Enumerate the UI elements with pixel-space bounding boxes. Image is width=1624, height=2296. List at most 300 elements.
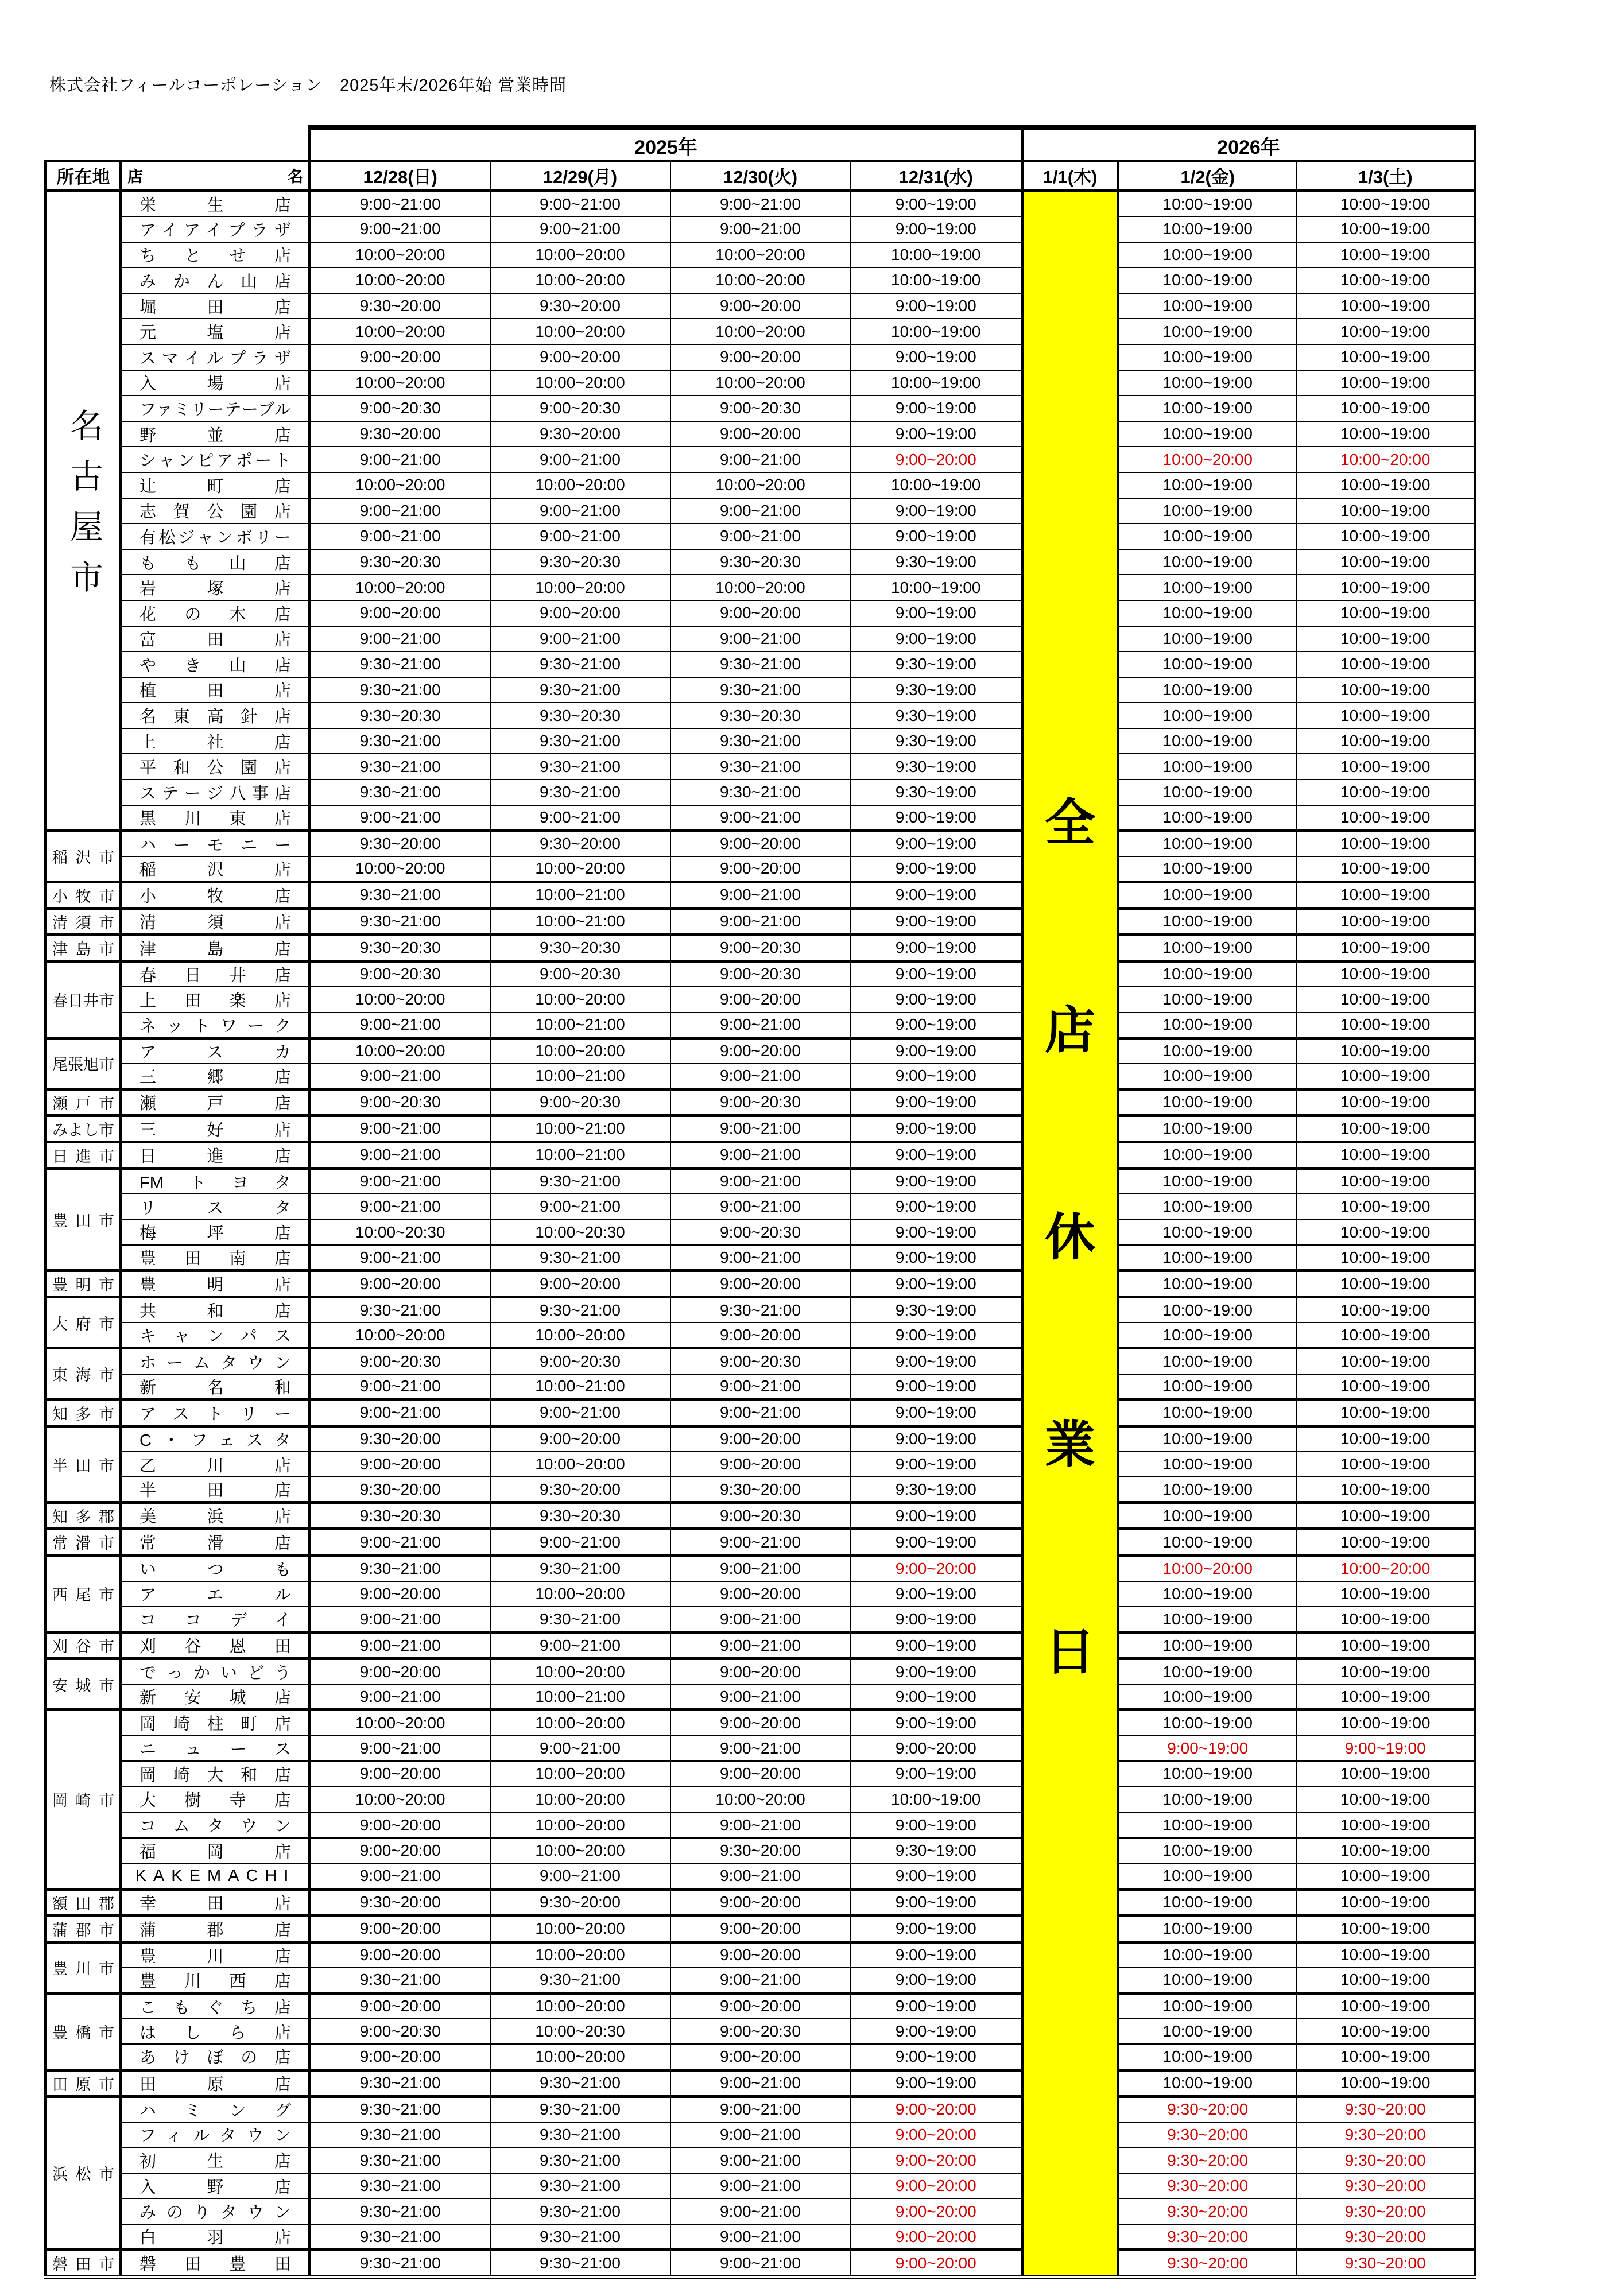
time-cell: 9:00~20:00: [851, 447, 1022, 472]
time-cell: 10:00~19:00: [1118, 549, 1297, 575]
store-name-cell: 豊明店: [121, 1271, 310, 1297]
closed-notice-text: [1024, 203, 1116, 2264]
store-name-cell: 田原店: [121, 2070, 310, 2096]
time-cell: 10:00~20:00: [490, 1787, 670, 1813]
time-cell: 9:30~20:30: [490, 549, 670, 575]
time-cell: 10:00~19:00: [1297, 421, 1475, 447]
time-cell: 10:00~20:00: [310, 319, 490, 344]
store-name-cell: シャンピアポート: [121, 447, 310, 472]
time-cell: 9:00~19:00: [851, 1038, 1022, 1064]
time-cell: 9:00~21:00: [670, 882, 851, 908]
time-cell: 9:30~20:30: [310, 1503, 490, 1529]
time-cell: 9:00~19:00: [851, 1194, 1022, 1220]
time-cell: 10:00~19:00: [1297, 2019, 1475, 2045]
time-cell: 10:00~19:00: [1118, 1812, 1297, 1838]
time-cell: 9:00~21:00: [490, 523, 670, 549]
time-cell: 9:30~21:00: [310, 1556, 490, 1581]
time-cell: 10:00~19:00: [1297, 575, 1475, 600]
store-row: [46, 754, 1475, 779]
time-cell: 9:00~21:00: [490, 1399, 670, 1426]
time-cell: 9:00~20:00: [851, 2224, 1022, 2250]
store-name-cell: 植田店: [121, 677, 310, 703]
store-name-cell: 岩塚店: [121, 575, 310, 600]
time-cell: 10:00~19:00: [1118, 987, 1297, 1013]
store-name-cell: やき山店: [121, 651, 310, 677]
store-row: [46, 1064, 1475, 1089]
time-cell: 10:00~19:00: [1297, 1168, 1475, 1194]
location-cell: 常滑市: [46, 1529, 121, 1556]
store-row: [46, 1812, 1475, 1838]
time-cell: 10:00~19:00: [1297, 1684, 1475, 1710]
time-cell: 10:00~19:00: [1297, 370, 1475, 396]
time-cell: 9:00~19:00: [851, 805, 1022, 831]
year-header-row: [46, 128, 1475, 161]
store-row: [46, 1297, 1475, 1323]
time-cell: 10:00~19:00: [1297, 1787, 1475, 1813]
time-cell: 10:00~19:00: [1297, 1374, 1475, 1400]
time-cell: 10:00~20:00: [670, 575, 851, 600]
time-cell: 10:00~19:00: [1297, 754, 1475, 779]
store-row: [46, 908, 1475, 934]
time-cell: 9:30~20:00: [490, 1889, 670, 1915]
store-name-cell: 新名和: [121, 1374, 310, 1400]
location-cell: [46, 191, 121, 831]
time-cell: 10:00~19:00: [1118, 370, 1297, 396]
time-cell: 9:30~21:00: [310, 2198, 490, 2224]
store-name-cell: 瀬戸店: [121, 1089, 310, 1115]
time-cell: 9:00~19:00: [851, 1710, 1022, 1736]
time-cell: 9:00~21:00: [490, 191, 670, 216]
time-cell: 10:00~20:00: [490, 1915, 670, 1942]
store-name-cell: C・フェスタ: [121, 1426, 310, 1452]
time-cell: 9:00~21:00: [670, 1556, 851, 1581]
closed-notice-char: 店: [1044, 1002, 1095, 1059]
time-cell: 9:30~20:00: [310, 831, 490, 856]
time-cell: 9:30~21:00: [310, 779, 490, 805]
time-cell: 10:00~19:00: [1118, 1659, 1297, 1685]
store-name-cell: 新安城店: [121, 1684, 310, 1710]
store-row: [46, 703, 1475, 728]
time-cell: 10:00~19:00: [1118, 1064, 1297, 1089]
store-name-cell: 豊田南店: [121, 1245, 310, 1271]
time-cell: 10:00~19:00: [851, 242, 1022, 268]
location-cell: 東海市: [46, 1348, 121, 1399]
page-title: 株式会社フィールコーポレーション 2025年末/2026年始 営業時間: [49, 76, 567, 95]
time-cell: 9:00~21:00: [490, 626, 670, 652]
time-cell: 9:00~19:00: [851, 1529, 1022, 1556]
time-cell: 9:00~20:00: [670, 600, 851, 626]
time-cell: 10:00~19:00: [1118, 1194, 1297, 1220]
time-cell: 10:00~19:00: [1297, 987, 1475, 1013]
time-cell: 10:00~19:00: [1118, 2044, 1297, 2070]
time-cell: 10:00~20:00: [310, 242, 490, 268]
store-name-cell: 志賀公園店: [121, 498, 310, 524]
time-cell: 10:00~19:00: [1118, 267, 1297, 293]
time-cell: 9:00~21:00: [670, 1968, 851, 1994]
time-cell: 9:00~21:00: [490, 805, 670, 831]
time-cell: 9:00~19:00: [851, 1607, 1022, 1632]
time-cell: 9:00~19:00: [851, 1220, 1022, 1246]
time-cell: 9:00~21:00: [310, 1632, 490, 1659]
location-cell: 津島市: [46, 934, 121, 961]
time-cell: 10:00~19:00: [1118, 600, 1297, 626]
time-cell: 10:00~20:30: [490, 2019, 670, 2045]
store-name-cell: 白羽店: [121, 2224, 310, 2250]
time-cell: 9:00~20:00: [310, 1812, 490, 1838]
location-cell: 日進市: [46, 1142, 121, 1168]
store-name-cell: 黒川東店: [121, 805, 310, 831]
time-cell: 9:30~21:00: [490, 754, 670, 779]
time-cell: 10:00~19:00: [1297, 677, 1475, 703]
time-cell: 9:00~21:00: [490, 216, 670, 242]
time-cell: 9:00~19:00: [851, 1271, 1022, 1297]
time-cell: 10:00~19:00: [1118, 1838, 1297, 1864]
time-cell: 9:00~20:00: [670, 1942, 851, 1968]
time-cell: 9:00~21:00: [310, 1863, 490, 1889]
time-cell: 9:00~20:00: [851, 1736, 1022, 1762]
time-cell: 10:00~19:00: [1118, 2070, 1297, 2096]
time-cell: 9:00~19:00: [851, 1863, 1022, 1889]
time-cell: 9:00~20:00: [670, 1426, 851, 1452]
store-row: [46, 1581, 1475, 1607]
time-cell: 9:30~21:00: [490, 1556, 670, 1581]
time-cell: 9:00~19:00: [851, 421, 1022, 447]
time-cell: 10:00~19:00: [1118, 1632, 1297, 1659]
time-cell: 9:00~19:00: [851, 1684, 1022, 1710]
time-cell: 10:00~19:00: [1297, 961, 1475, 987]
time-cell: 9:00~19:00: [851, 1013, 1022, 1038]
time-cell: 9:00~21:00: [490, 1194, 670, 1220]
time-cell: 9:30~20:30: [670, 549, 851, 575]
store-name-cell: ココデイ: [121, 1607, 310, 1632]
time-cell: 10:00~20:00: [490, 2044, 670, 2070]
store-row: [46, 1915, 1475, 1942]
store-row: [46, 831, 1475, 856]
hours-table-wrap: [44, 125, 1476, 2279]
time-cell: 10:00~19:00: [1297, 267, 1475, 293]
time-cell: 10:00~19:00: [1118, 498, 1297, 524]
time-cell: 10:00~19:00: [1297, 1220, 1475, 1246]
time-cell: 9:00~20:00: [670, 1452, 851, 1477]
time-cell: 9:00~19:00: [851, 1942, 1022, 1968]
store-name-cell: 栄生店: [121, 191, 310, 216]
location-cell: 岡崎市: [46, 1710, 121, 1889]
time-cell: 9:00~21:00: [670, 2070, 851, 2096]
time-cell: 10:00~19:00: [1118, 1426, 1297, 1452]
time-cell: 9:30~19:00: [851, 651, 1022, 677]
store-name-cell: もも山店: [121, 549, 310, 575]
time-cell: 10:00~19:00: [1118, 1889, 1297, 1915]
time-cell: 10:00~19:00: [1297, 728, 1475, 754]
time-cell: 9:30~20:30: [490, 1503, 670, 1529]
store-name-cell: 常滑店: [121, 1529, 310, 1556]
time-cell: 9:00~19:00: [851, 523, 1022, 549]
store-row: [46, 2173, 1475, 2199]
time-cell: 10:00~19:00: [1118, 1710, 1297, 1736]
time-cell: 9:00~21:00: [670, 1812, 851, 1838]
time-cell: 9:00~21:00: [310, 1529, 490, 1556]
time-cell: 10:00~19:00: [1297, 1064, 1475, 1089]
store-row: [46, 1993, 1475, 2019]
time-cell: 9:30~20:00: [490, 1477, 670, 1503]
store-row: [46, 1322, 1475, 1348]
store-name-cell: リスタ: [121, 1194, 310, 1220]
location-cell: 田原市: [46, 2070, 121, 2096]
time-cell: 9:00~21:00: [490, 447, 670, 472]
time-cell: 9:00~21:00: [670, 1736, 851, 1762]
time-cell: 9:00~20:30: [310, 395, 490, 421]
time-cell: 10:00~20:00: [670, 1787, 851, 1813]
time-cell: 10:00~20:00: [490, 370, 670, 396]
time-cell: 10:00~20:00: [670, 242, 851, 268]
time-cell: 9:00~20:00: [310, 1581, 490, 1607]
store-name-cell: ハーモニー: [121, 831, 310, 856]
time-cell: 9:00~20:00: [310, 1659, 490, 1685]
date-column-header: 1/3(土): [1297, 161, 1475, 191]
location-cell: 稲沢市: [46, 831, 121, 882]
time-cell: 9:30~21:00: [490, 1968, 670, 1994]
store-name-cell: いつも: [121, 1556, 310, 1581]
hours-table: [44, 125, 1476, 2279]
time-cell: 9:00~20:00: [310, 600, 490, 626]
time-cell: 9:00~19:00: [851, 961, 1022, 987]
time-cell: 9:00~19:00: [851, 344, 1022, 370]
time-cell: 10:00~21:00: [490, 882, 670, 908]
store-name-cell: 幸田店: [121, 1889, 310, 1915]
location-cell: 大府市: [46, 1297, 121, 1348]
store-name-cell: 花の木店: [121, 600, 310, 626]
store-row: [46, 395, 1475, 421]
store-name-cell: 岡崎柱町店: [121, 1710, 310, 1736]
store-row: [46, 447, 1475, 472]
store-row: [46, 2250, 1475, 2278]
time-cell: 9:00~20:30: [670, 1503, 851, 1529]
time-cell: 10:00~19:00: [1118, 1297, 1297, 1323]
time-cell: 10:00~19:00: [1118, 1581, 1297, 1607]
store-name-cell: ホームタウン: [121, 1348, 310, 1374]
time-cell: 9:30~21:00: [490, 651, 670, 677]
store-name-cell: 上田楽店: [121, 987, 310, 1013]
date-column-header: 12/31(水): [851, 161, 1022, 191]
time-cell: 9:30~20:00: [1118, 2096, 1297, 2122]
time-cell: 9:30~20:00: [1297, 2173, 1475, 2199]
time-cell: 10:00~19:00: [1118, 626, 1297, 652]
store-name-cell: 入野店: [121, 2173, 310, 2199]
time-cell: 9:30~20:00: [1297, 2147, 1475, 2173]
store-row: [46, 856, 1475, 882]
time-cell: 9:00~21:00: [670, 1607, 851, 1632]
time-cell: 9:00~21:00: [670, 1194, 851, 1220]
time-cell: 10:00~19:00: [1297, 1812, 1475, 1838]
time-cell: 9:00~19:00: [851, 1245, 1022, 1271]
store-name-cell: 小牧店: [121, 882, 310, 908]
time-cell: 9:00~21:00: [310, 1399, 490, 1426]
store-row: [46, 575, 1475, 600]
store-name-cell: みかん山店: [121, 267, 310, 293]
time-cell: 9:00~21:00: [490, 1736, 670, 1762]
time-cell: 10:00~20:00: [310, 856, 490, 882]
column-header-row: [46, 161, 1475, 191]
closed-notice-char: 全: [1044, 794, 1095, 852]
location-cell: 蒲郡市: [46, 1915, 121, 1942]
time-cell: 9:00~20:30: [670, 2019, 851, 2045]
time-cell: 9:00~19:00: [851, 1399, 1022, 1426]
store-row: [46, 1761, 1475, 1787]
time-cell: 9:30~20:00: [1118, 2250, 1297, 2278]
time-cell: 9:30~19:00: [851, 1477, 1022, 1503]
time-cell: 10:00~19:00: [1297, 1271, 1475, 1297]
time-cell: 10:00~19:00: [1118, 1607, 1297, 1632]
time-cell: 9:00~19:00: [851, 2044, 1022, 2070]
time-cell: 9:00~20:00: [490, 344, 670, 370]
location-cell: 磐田市: [46, 2250, 121, 2278]
store-row: [46, 1477, 1475, 1503]
time-cell: 9:00~19:00: [851, 1142, 1022, 1168]
time-cell: 10:00~19:00: [1118, 1942, 1297, 1968]
time-cell: 9:00~21:00: [670, 2096, 851, 2122]
store-name-cell: 豊川店: [121, 1942, 310, 1968]
time-cell: 10:00~19:00: [1118, 319, 1297, 344]
store-row: [46, 1115, 1475, 1142]
time-cell: 10:00~19:00: [1118, 216, 1297, 242]
time-cell: 10:00~20:00: [1297, 1556, 1475, 1581]
time-cell: 9:00~21:00: [670, 1142, 851, 1168]
store-row: [46, 882, 1475, 908]
time-cell: 10:00~19:00: [1297, 1942, 1475, 1968]
time-cell: 10:00~19:00: [1297, 805, 1475, 831]
store-name-cell: KAKEMACHI: [121, 1863, 310, 1889]
time-cell: 9:00~20:00: [490, 1271, 670, 1297]
time-cell: 10:00~19:00: [1297, 1348, 1475, 1374]
store-row: [46, 319, 1475, 344]
time-cell: 10:00~19:00: [1297, 549, 1475, 575]
time-cell: 9:00~19:00: [851, 1993, 1022, 2019]
time-cell: 10:00~20:00: [490, 1581, 670, 1607]
store-name-cell: アストリー: [121, 1399, 310, 1426]
time-cell: 10:00~21:00: [490, 1684, 670, 1710]
time-cell: 9:00~20:30: [670, 1220, 851, 1246]
time-cell: 9:00~19:00: [851, 293, 1022, 319]
store-column-header: 店名: [121, 161, 310, 191]
store-name-cell: 野並店: [121, 421, 310, 447]
time-cell: 10:00~19:00: [1297, 600, 1475, 626]
time-cell: 10:00~19:00: [1118, 575, 1297, 600]
store-name-cell: 半田店: [121, 1477, 310, 1503]
time-cell: 9:00~21:00: [310, 1684, 490, 1710]
time-cell: 9:00~20:00: [670, 293, 851, 319]
store-row: [46, 1245, 1475, 1271]
time-cell: 9:30~21:00: [490, 1607, 670, 1632]
time-cell: 9:00~21:00: [310, 1115, 490, 1142]
time-cell: 10:00~19:00: [1297, 216, 1475, 242]
time-cell: 10:00~19:00: [1297, 1503, 1475, 1529]
time-cell: 9:00~21:00: [310, 1013, 490, 1038]
time-cell: 10:00~19:00: [1118, 703, 1297, 728]
time-cell: 9:00~19:00: [851, 1115, 1022, 1142]
time-cell: 9:30~20:00: [1297, 2224, 1475, 2250]
time-cell: 10:00~20:00: [490, 1942, 670, 1968]
time-cell: 9:30~21:00: [490, 728, 670, 754]
time-cell: 9:00~21:00: [670, 1168, 851, 1194]
closed-notice-char: 日: [1044, 1623, 1095, 1681]
store-name-cell: ハミング: [121, 2096, 310, 2122]
time-cell: 10:00~19:00: [1118, 1168, 1297, 1194]
time-cell: 10:00~20:00: [1118, 447, 1297, 472]
time-cell: 10:00~19:00: [1118, 523, 1297, 549]
time-cell: 9:00~19:00: [851, 1064, 1022, 1089]
time-cell: 10:00~19:00: [1118, 1399, 1297, 1426]
store-row: [46, 421, 1475, 447]
time-cell: 10:00~19:00: [1297, 1607, 1475, 1632]
store-name-cell: あけぼの店: [121, 2044, 310, 2070]
location-cell: 半田市: [46, 1426, 121, 1503]
location-cell: 安城市: [46, 1659, 121, 1710]
time-cell: 10:00~20:00: [490, 1710, 670, 1736]
time-cell: 10:00~20:00: [310, 1038, 490, 1064]
time-cell: 10:00~19:00: [1297, 242, 1475, 268]
time-cell: 10:00~20:00: [310, 575, 490, 600]
time-cell: 10:00~19:00: [1118, 421, 1297, 447]
time-cell: 9:30~20:00: [1118, 2122, 1297, 2148]
time-cell: 10:00~19:00: [1118, 1915, 1297, 1942]
time-cell: 9:30~20:00: [1297, 2250, 1475, 2278]
store-name-cell: 日進店: [121, 1142, 310, 1168]
time-cell: 10:00~19:00: [1297, 1838, 1475, 1864]
time-cell: 9:00~19:00: [851, 856, 1022, 882]
location-cell: 知多市: [46, 1399, 121, 1426]
store-name-cell: コムタウン: [121, 1812, 310, 1838]
time-cell: 10:00~20:00: [490, 1322, 670, 1348]
time-cell: 10:00~19:00: [1118, 191, 1297, 216]
time-cell: 10:00~19:00: [1118, 728, 1297, 754]
time-cell: 10:00~21:00: [490, 908, 670, 934]
store-row: [46, 1889, 1475, 1915]
time-cell: 10:00~19:00: [1118, 1452, 1297, 1477]
store-name-cell: 磐田豊田: [121, 2250, 310, 2278]
time-cell: 10:00~19:00: [1297, 1761, 1475, 1787]
store-name-cell: 三好店: [121, 1115, 310, 1142]
store-row: [46, 191, 1475, 216]
time-cell: 10:00~19:00: [1118, 754, 1297, 779]
location-cell: みよし市: [46, 1115, 121, 1142]
time-cell: 10:00~19:00: [1118, 472, 1297, 498]
time-cell: 9:30~21:00: [310, 1968, 490, 1994]
time-cell: 9:30~19:00: [851, 1297, 1022, 1323]
time-cell: 9:00~20:00: [670, 1761, 851, 1787]
time-cell: 9:30~21:00: [670, 1297, 851, 1323]
time-cell: 10:00~20:00: [490, 987, 670, 1013]
store-name-cell: FMトヨタ: [121, 1168, 310, 1194]
time-cell: 10:00~21:00: [490, 1013, 670, 1038]
store-name-cell: 乙川店: [121, 1452, 310, 1477]
time-cell: 10:00~20:00: [490, 1838, 670, 1864]
time-cell: 10:00~19:00: [1297, 1089, 1475, 1115]
time-cell: 10:00~19:00: [1118, 2019, 1297, 2045]
time-cell: 9:00~21:00: [670, 1115, 851, 1142]
time-cell: 9:00~20:00: [310, 344, 490, 370]
time-cell: 10:00~19:00: [1118, 1684, 1297, 1710]
time-cell: 10:00~20:30: [310, 1220, 490, 1246]
time-cell: 9:00~19:00: [851, 191, 1022, 216]
time-cell: 9:00~20:00: [310, 1993, 490, 2019]
store-name-cell: ちとせ店: [121, 242, 310, 268]
time-cell: 9:30~21:00: [310, 2147, 490, 2173]
time-cell: 10:00~19:00: [851, 575, 1022, 600]
location-cell: 尾張旭市: [46, 1038, 121, 1089]
time-cell: 9:00~20:00: [310, 1942, 490, 1968]
store-row: [46, 1220, 1475, 1246]
store-row: [46, 987, 1475, 1013]
